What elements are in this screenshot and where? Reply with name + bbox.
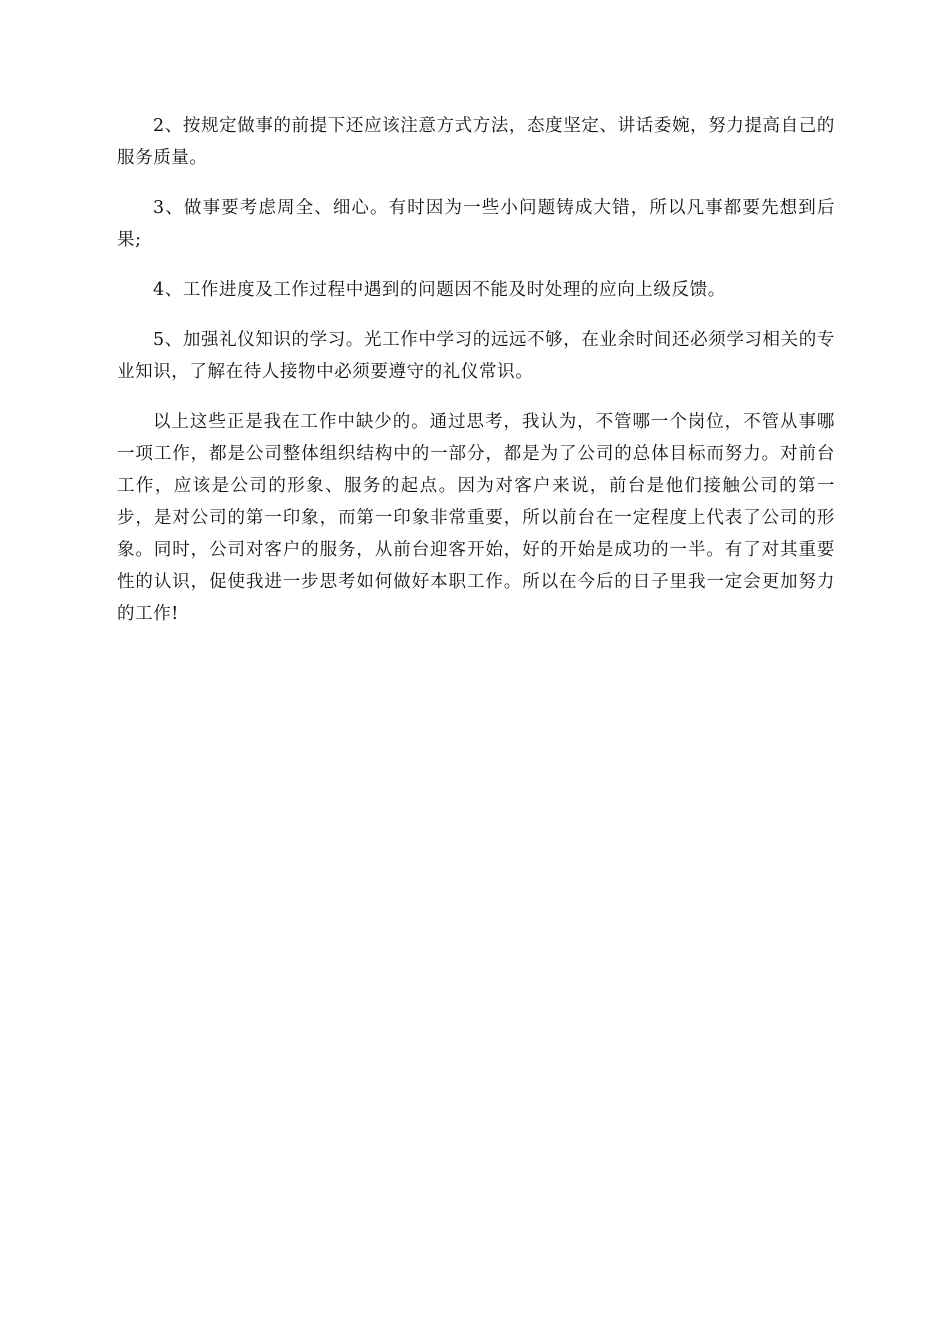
paragraph-item-2: 2、按规定做事的前提下还应该注意方式方法，态度坚定、讲话委婉，努力提高自己的服务质量。 xyxy=(117,116,835,168)
paragraph-summary: 以上这些正是我在工作中缺少的。通过思考，我认为，不管哪一个岗位，不管从事哪一项工作，都是公司整体组织结构中的一部分，都是为了公司的总体目标而努力。对前台工作，应该是公司的形象、服务的起点。因为对客户来说，前台是他们接触公司的第一步，是对公司的第一印象，而第一印象非常重要，所以前台在一定程度上代表了公司的形象。同时，公司对客户的服务，从前台迎客开始，好的开始是成功的一半。有了对其重要性的认识，促使我进一步思考如何做好本职工作。所以在今后的日子里我一定会更加努力的工作! xyxy=(117,412,835,624)
paragraph-item-4: 4、工作进度及工作过程中遇到的问题因不能及时处理的应向上级反馈。 xyxy=(153,280,726,300)
paragraph-item-3: 3、做事要考虑周全、细心。有时因为一些小问题铸成大错，所以凡事都要先想到后果; xyxy=(117,198,835,250)
paragraph-item-5: 5、加强礼仪知识的学习。光工作中学习的远远不够，在业余时间还必须学习相关的专业知识，了解在待人接物中必须要遵守的礼仪常识。 xyxy=(117,330,835,382)
document-body xyxy=(117,110,835,648)
